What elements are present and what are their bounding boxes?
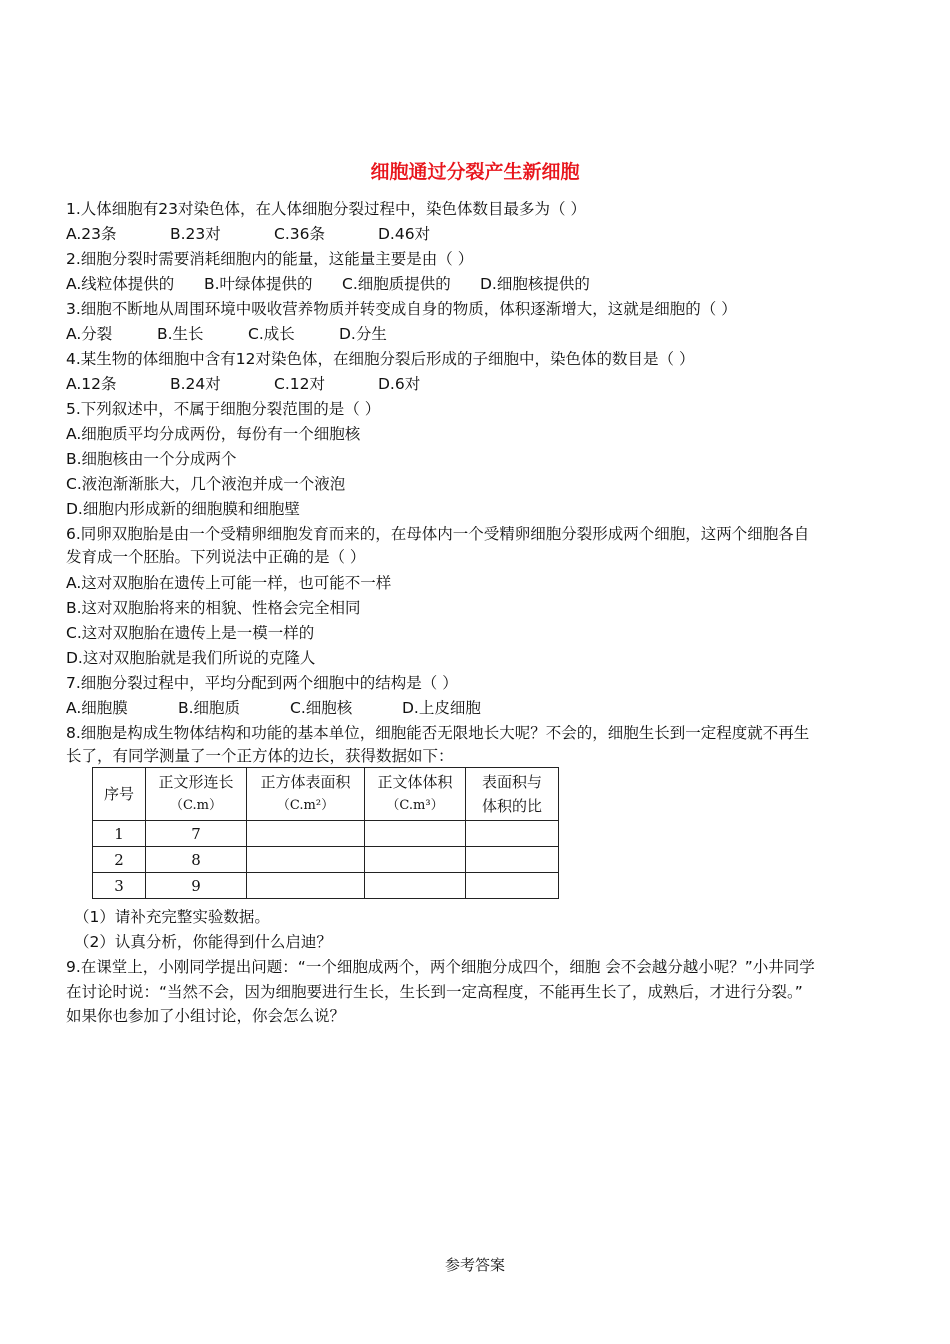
q9-line2: 在讨论时说：“当然不会，因为细胞要进行生长，生长到一定高程度，不能再生长了，成熟后，才进行分裂。” <box>66 983 803 1001</box>
header-index: 序号 <box>93 768 146 821</box>
cell-surface-area <box>247 847 365 873</box>
q7-options <box>66 698 481 718</box>
cell-index: 2 <box>93 847 146 873</box>
cell-edge-length: 9 <box>146 873 247 899</box>
cell-volume <box>365 847 466 873</box>
q1-options <box>66 224 430 244</box>
q6-option-a: A.这对双胞胎在遗传上可能一样，也可能不一样 <box>66 574 392 592</box>
data-table <box>92 767 559 899</box>
q1-option-d: D.46对 <box>378 225 431 243</box>
cell-ratio <box>466 847 559 873</box>
q5-option-d: D.细胞内形成新的细胞膜和细胞壁 <box>66 500 300 518</box>
q4-option-a: A.12条 <box>66 375 117 393</box>
q1-option-b: B.23对 <box>170 225 221 243</box>
table-row <box>93 821 559 847</box>
q2-option-d: D.细胞核提供的 <box>480 275 590 293</box>
q6-option-d: D.这对双胞胎就是我们所说的克隆人 <box>66 649 316 667</box>
header-ratio: 表面积与 体积的比 <box>466 768 559 821</box>
q7-option-a: A.细胞膜 <box>66 699 128 717</box>
cell-edge-length: 8 <box>146 847 247 873</box>
document-title: 细胞通过分裂产生新细胞 <box>370 161 580 183</box>
q4-option-d: D.6对 <box>378 375 421 393</box>
q1-option-a: A.23条 <box>66 225 117 243</box>
cell-volume <box>365 873 466 899</box>
q3-stem: 3.细胞不断地从周围环境中吸收营养物质并转变成自身的物质，体积逐渐增大，这就是细胞的（ ） <box>66 300 737 318</box>
header-surface-area: 正方体表面积 （C.m²） <box>247 768 365 821</box>
q9-line3: 如果你也参加了小组讨论，你会怎么说？ <box>66 1007 346 1025</box>
q1-option-c: C.36条 <box>274 225 325 243</box>
cell-ratio <box>466 873 559 899</box>
q4-stem: 4.某生物的体细胞中含有12对染色体，在细胞分裂后形成的子细胞中，染色体的数目是（ ） <box>66 350 695 368</box>
header-volume: 正文体体积 （C.m³） <box>365 768 466 821</box>
cell-edge-length: 7 <box>146 821 247 847</box>
table-header-row <box>93 768 559 821</box>
q2-stem: 2.细胞分裂时需要消耗细胞内的能量，这能量主要是由（ ） <box>66 250 474 268</box>
q4-option-b: B.24对 <box>170 375 221 393</box>
q5-option-c: C.液泡渐渐胀大，几个液泡并成一个液泡 <box>66 475 346 493</box>
table-row <box>93 847 559 873</box>
q7-option-c: C.细胞核 <box>290 699 353 717</box>
q6-option-c: C.这对双胞胎在遗传上是一模一样的 <box>66 624 315 642</box>
q2-options <box>66 274 590 294</box>
q3-option-c: C.成长 <box>248 325 295 343</box>
q5-option-b: B.细胞核由一个分成两个 <box>66 450 237 468</box>
q7-stem: 7.细胞分裂过程中，平均分配到两个细胞中的结构是（ ） <box>66 674 458 692</box>
q3-option-a: A.分裂 <box>66 325 113 343</box>
q3-option-d: D.分生 <box>339 325 387 343</box>
q6-option-b: B.这对双胞胎将来的相貌、性格会完全相同 <box>66 599 361 617</box>
q3-option-b: B.生长 <box>157 325 204 343</box>
q6-stem-line2: 发育成一个胚胎。下列说法中正确的是（ ） <box>66 548 366 566</box>
q8-sub2: （2）认真分析，你能得到什么启迪？ <box>74 933 332 951</box>
q8-stem-line1: 8.细胞是构成生物体结构和功能的基本单位，细胞能否无限地长大呢？不会的，细胞生长到一定程度就不再生 <box>66 724 810 742</box>
q1-stem: 1.人体细胞有23对染色体，在人体细胞分裂过程中，染色体数目最多为（ ） <box>66 200 586 218</box>
cell-ratio <box>466 821 559 847</box>
cell-surface-area <box>247 821 365 847</box>
q5-option-a: A.细胞质平均分成两份，每份有一个细胞核 <box>66 425 361 443</box>
q4-options <box>66 374 420 394</box>
q7-option-d: D.上皮细胞 <box>402 699 481 717</box>
answer-key-heading: 参考答案 <box>444 1256 505 1274</box>
cell-volume <box>365 821 466 847</box>
header-edge-length: 正文形连长 （C.m） <box>146 768 247 821</box>
q3-options <box>66 324 387 344</box>
q9-line1: 9.在课堂上，小刚同学提出问题：“一个细胞成两个，两个细胞分成四个，细胞 会不会越分越小呢？”小井同学 <box>66 958 815 976</box>
q2-option-a: A.线粒体提供的 <box>66 275 175 293</box>
q5-stem: 5.下列叙述中，不属于细胞分裂范围的是（ ） <box>66 400 381 418</box>
q8-sub1: （1）请补充完整实验数据。 <box>74 908 270 926</box>
q8-stem-line2: 长了，有同学测量了一个正方体的边长，获得数据如下： <box>66 747 454 765</box>
table-row <box>93 873 559 899</box>
q6-stem-line1: 6.同卵双胞胎是由一个受精卵细胞发育而来的，在母体内一个受精卵细胞分裂形成两个细胞，这两个细胞各自 <box>66 525 810 543</box>
q2-option-c: C.细胞质提供的 <box>342 275 451 293</box>
q4-option-c: C.12对 <box>274 375 325 393</box>
cell-surface-area <box>247 873 365 899</box>
q2-option-b: B.叶绿体提供的 <box>204 275 313 293</box>
cell-index: 1 <box>93 821 146 847</box>
cell-index: 3 <box>93 873 146 899</box>
q7-option-b: B.细胞质 <box>178 699 241 717</box>
